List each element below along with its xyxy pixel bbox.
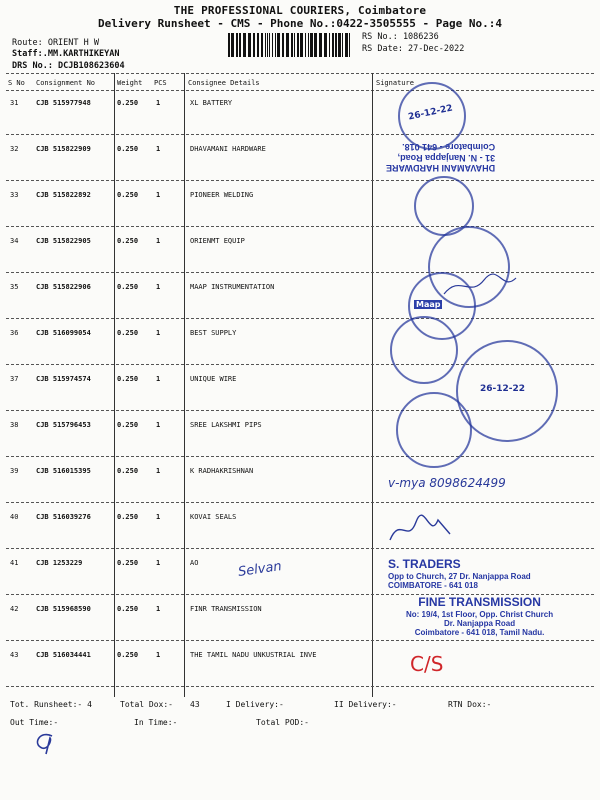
company-title: THE PROFESSIONAL COURIERS, Coimbatore <box>173 4 427 17</box>
row-pcs: 1 <box>156 375 161 383</box>
row-consignment-no: CJB 516039276 <box>36 513 91 521</box>
row-pcs: 1 <box>156 605 161 613</box>
row-sno: 43 <box>10 651 19 659</box>
row-rule <box>6 456 594 457</box>
row-weight: 0.250 <box>117 651 139 659</box>
row-weight: 0.250 <box>117 605 139 613</box>
row-sno: 33 <box>10 191 19 199</box>
row-pcs: 1 <box>156 191 161 199</box>
row-weight: 0.250 <box>117 191 139 199</box>
row-consignment-no: CJB 515968590 <box>36 605 91 613</box>
rtn-dox-label: RTN Dox:- <box>448 700 492 709</box>
maap-logo: Maap <box>416 300 441 309</box>
row-consignment-no: CJB 516034441 <box>36 651 91 659</box>
fine-transmission-stamp <box>406 596 553 637</box>
row-consignment-no: CJB 515974574 <box>36 375 91 383</box>
col-header-pcs: PCS <box>154 79 167 87</box>
row-consignee: BEST SUPPLY <box>190 329 237 337</box>
col-header-consignee: Consignee Details <box>188 79 260 87</box>
row-consignee: FINR TRANSMISSION <box>190 605 262 613</box>
table-row <box>0 92 600 138</box>
row-sno: 31 <box>10 99 19 107</box>
cs-mark: C/S <box>410 652 444 676</box>
row-consignment-no: CJB 516015395 <box>36 467 91 475</box>
row-weight: 0.250 <box>117 237 139 245</box>
traders-stamp <box>388 558 531 590</box>
stamp-line: 31 - N. Nanjappa Road, <box>397 152 496 163</box>
handwritten-phone: v-mya 8098624499 <box>388 476 506 490</box>
ii-delivery-label: II Delivery:- <box>334 700 397 709</box>
row-sno: 38 <box>10 421 19 429</box>
row-pcs: 1 <box>156 559 161 567</box>
row-consignee: SREE LAKSHMI PIPS <box>190 421 262 429</box>
row-rule <box>6 640 594 641</box>
table-row <box>0 644 600 690</box>
row-weight: 0.250 <box>117 467 139 475</box>
row-consignee: AO <box>190 559 199 567</box>
row-pcs: 1 <box>156 467 161 475</box>
row-sno: 36 <box>10 329 19 337</box>
row-consignee: ORIENMT EQUIP <box>190 237 245 245</box>
row-consignee: DHAVAMANI HARDWARE <box>190 145 266 153</box>
handwritten-signature: Selvan <box>237 559 283 580</box>
stamp-seal <box>396 392 472 468</box>
runsheet-subtitle: Delivery Runsheet - CMS - Phone No.:0422-3505555 - Page No.:4 <box>98 17 502 30</box>
in-time-label: In Time:- <box>134 718 178 727</box>
row-weight: 0.250 <box>117 421 139 429</box>
row-consignee: MAAP INSTRUMENTATION <box>190 283 275 291</box>
row-sno: 37 <box>10 375 19 383</box>
stamp-seal <box>390 316 458 384</box>
stamp-line: Coimbatore - 641 018. <box>402 142 496 153</box>
row-weight: 0.250 <box>117 283 139 291</box>
row-weight: 0.250 <box>117 99 139 107</box>
row-rule <box>6 134 594 135</box>
barcode-icon <box>228 33 354 57</box>
total-dox-label: Total Dox:- <box>120 700 173 709</box>
row-consignment-no: CJB 515822905 <box>36 237 91 245</box>
row-consignment-no: CJB 515822906 <box>36 283 91 291</box>
row-consignment-no: CJB 515796453 <box>36 421 91 429</box>
row-sno: 40 <box>10 513 19 521</box>
staff-label: Staff:.MM.KARTHIKEYAN <box>12 49 120 59</box>
stamp-line: No: 19/4, 1st Floor, Opp. Christ Church <box>406 609 554 619</box>
row-pcs: 1 <box>156 651 161 659</box>
table-top-rule <box>6 73 594 74</box>
rs-number: RS No.: 1086236 <box>362 32 439 42</box>
row-consignee: K RADHAKRISHNAN <box>190 467 254 475</box>
stamp-line: FINE TRANSMISSION <box>418 595 541 609</box>
table-header-rule <box>6 90 594 91</box>
signature-scribble-icon <box>386 510 456 550</box>
route-label: Route: ORIENT H W <box>12 38 99 48</box>
row-consignment-no: CJB 515822892 <box>36 191 91 199</box>
row-pcs: 1 <box>156 145 161 153</box>
row-sno: 41 <box>10 559 19 567</box>
row-weight: 0.250 <box>117 329 139 337</box>
signature-scribble-icon <box>440 270 520 300</box>
i-delivery-label: I Delivery:- <box>226 700 284 709</box>
stamp-line: DHAVAMANI HARDWARE <box>386 163 496 174</box>
row-rule <box>6 180 594 181</box>
initial-scribble-icon <box>30 730 60 756</box>
row-consignee: PIONEER WELDING <box>190 191 254 199</box>
row-rule <box>6 548 594 549</box>
row-consignee: KOVAI SEALS <box>190 513 237 521</box>
row-weight: 0.250 <box>117 145 139 153</box>
row-pcs: 1 <box>156 283 161 291</box>
row-sno: 32 <box>10 145 19 153</box>
row-consignment-no: CJB 515822909 <box>36 145 91 153</box>
stamp-date: 26-12-22 <box>480 384 526 394</box>
row-weight: 0.250 <box>117 375 139 383</box>
table-row <box>0 506 600 552</box>
row-consignment-no: CJB 516099054 <box>36 329 91 337</box>
table-row <box>0 184 600 230</box>
row-pcs: 1 <box>156 513 161 521</box>
row-consignment-no: CJB 515977948 <box>36 99 91 107</box>
col-header-sno: S No <box>8 79 25 87</box>
row-weight: 0.250 <box>117 559 139 567</box>
row-sno: 42 <box>10 605 19 613</box>
row-consignee: THE TAMIL NADU UNKUSTRIAL INVE <box>190 651 317 659</box>
row-weight: 0.250 <box>117 513 139 521</box>
row-consignment-no: CJB 1253229 <box>36 559 83 567</box>
stamp-date: 26-12-22 <box>407 103 454 123</box>
out-time-label: Out Time:- <box>10 718 59 727</box>
stamp-line: COIMBATORE - 641 018 <box>388 580 478 590</box>
col-header-weight: Weight <box>117 79 143 87</box>
col-header-signature: Signature <box>376 79 414 87</box>
rs-date: RS Date: 27-Dec-2022 <box>362 44 465 54</box>
row-pcs: 1 <box>156 237 161 245</box>
row-pcs: 1 <box>156 99 161 107</box>
stamp-line: Coimbatore - 641 018, Tamil Nadu. <box>414 628 545 638</box>
col-header-consignment: Consignment No <box>36 79 96 87</box>
table-row <box>0 138 600 184</box>
drs-number: DRS No.: DCJB108623604 <box>12 61 125 71</box>
row-pcs: 1 <box>156 421 161 429</box>
row-rule <box>6 318 594 319</box>
row-rule <box>6 502 594 503</box>
table-row <box>0 460 600 506</box>
row-rule <box>6 686 594 687</box>
total-dox-value: 43 <box>190 700 200 709</box>
row-rule <box>6 226 594 227</box>
stamp-line: Dr. Nanjappa Road <box>444 618 516 628</box>
row-sno: 35 <box>10 283 19 291</box>
dhavamani-stamp <box>386 142 495 173</box>
row-sno: 39 <box>10 467 19 475</box>
stamp-line: S. TRADERS <box>388 557 461 571</box>
row-consignee: UNIQUE WIRE <box>190 375 237 383</box>
row-consignee: XL BATTERY <box>190 99 233 107</box>
tot-runsheet: Tot. Runsheet:- 4 <box>10 700 92 709</box>
stamp-line: Opp to Church, 27 Dr. Nanjappa Road <box>388 571 531 581</box>
row-pcs: 1 <box>156 329 161 337</box>
total-pod-label: Total POD:- <box>256 718 309 727</box>
row-sno: 34 <box>10 237 19 245</box>
